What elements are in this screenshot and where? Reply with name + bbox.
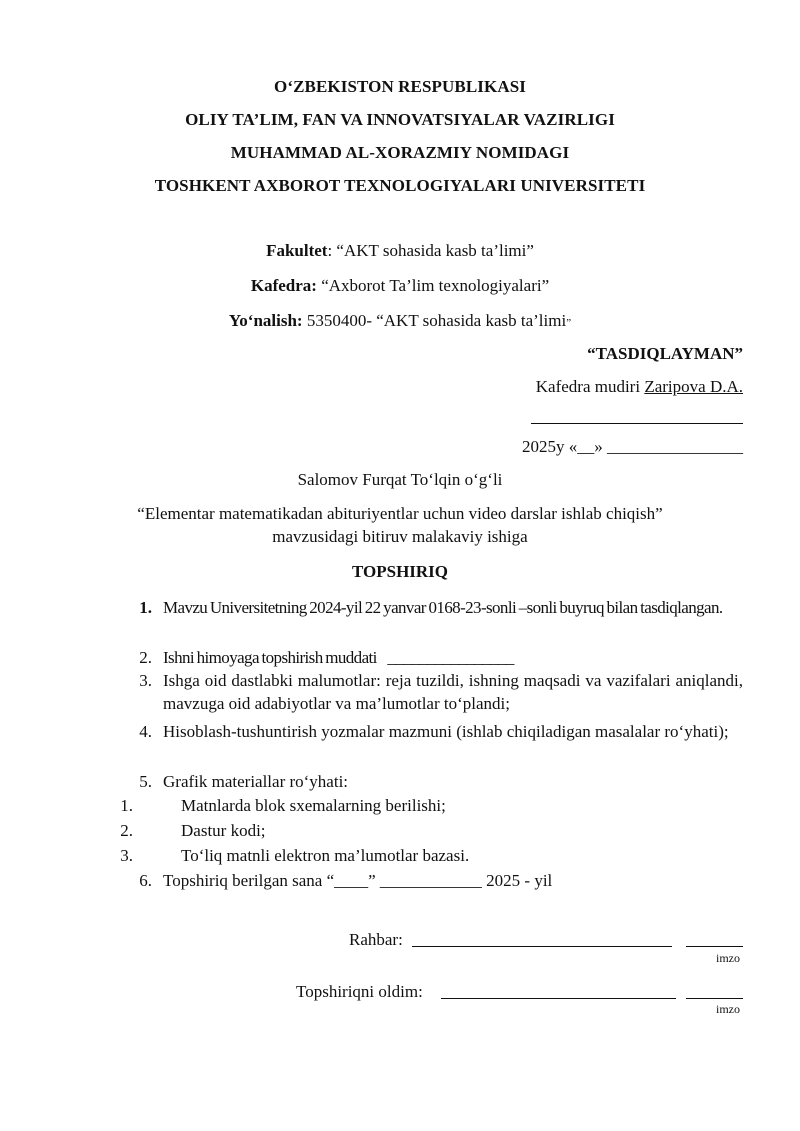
subitem-3-number: 3. — [120, 846, 133, 865]
header-country: O‘ZBEKISTON RESPUBLIKASI — [274, 77, 526, 96]
item-2-blank: ________________ — [387, 648, 514, 667]
received-signature-line[interactable] — [686, 998, 743, 999]
item-5-number: 5. — [139, 772, 152, 791]
item-2-text: Ishni himoyaga topshirish muddati — [163, 648, 377, 667]
item-6-text: Topshiriq berilgan sana “____” ____________ 2025 - yil — [163, 871, 553, 890]
received-name-line[interactable] — [441, 998, 676, 999]
supervisor-label: Rahbar: — [349, 930, 403, 949]
approval-date: 2025y «__» ________________ — [522, 437, 743, 456]
subitem-2-text: Dastur kodi; — [181, 821, 266, 840]
subitem-2-number: 2. — [120, 821, 133, 840]
faculty-line — [0, 241, 800, 261]
item-1-number: 1. — [139, 598, 152, 617]
item-2-number: 2. — [139, 648, 152, 667]
item-1-text: Mavzu Universitetning 2024-yil 22 yanvar 0168-23-sonli –sonli buyruq bilan tasdiqlangan. — [163, 598, 723, 617]
header-named-after: MUHAMMAD AL-XORAZMIY NOMIDAGI — [230, 143, 570, 162]
subitem-1-number: 1. — [120, 796, 133, 815]
topic-line-2: mavzusidagi bitiruv malakaviy ishiga — [272, 527, 528, 546]
direction-value: 5350400- “AKT sohasida kasb ta’limi — [302, 311, 567, 330]
direction-close-quote: ” — [566, 317, 572, 329]
item-4-text: Hisoblash-tushuntirish yozmalar mazmuni (ishlab chiqiladigan masalalar ro‘yhati); — [163, 722, 729, 741]
topic-line-1: “Elementar matematikadan abituriyentlar uchun video darslar ishlab chiqish” — [137, 504, 663, 523]
received-signature-caption: imzo — [716, 1002, 740, 1016]
subitem-1-text: Matnlarda blok sxemalarning berilishi; — [181, 796, 446, 815]
received-label: Topshiriqni oldim: — [296, 982, 423, 1001]
student-name: Salomov Furqat To‘lqin o‘g‘li — [297, 470, 503, 489]
item-3-text: Ishga oid dastlabki malumotlar: reja tuzildi, ishning maqsadi va vazifalari aniqlandi, mavzuga oid adabiyotlar va ma’lumotlar to‘plandi; — [163, 671, 743, 713]
direction-line — [0, 311, 800, 331]
subitem-3-text: To‘liq matnli elektron ma’lumotlar bazasi. — [181, 846, 470, 865]
item-2-line — [163, 646, 743, 669]
approval-head-name: Zaripova D.A. — [644, 377, 743, 396]
supervisor-signature-line[interactable] — [686, 946, 743, 947]
supervisor-name-line[interactable] — [412, 946, 672, 947]
approval-title: “TASDIQLAYMAN” — [587, 344, 743, 363]
department-label: Kafedra: — [250, 276, 317, 295]
approval-head-prefix: Kafedra mudiri — [535, 377, 645, 396]
approval-head-line — [536, 377, 743, 397]
approval-signature-line — [531, 423, 743, 424]
direction-label: Yo‘nalish: — [228, 311, 303, 330]
item-3-number: 3. — [139, 671, 152, 690]
item-4-number: 4. — [139, 722, 152, 741]
faculty-value: : “AKT sohasida kasb ta’limi” — [327, 241, 534, 260]
item-5-text: Grafik materiallar ro‘yhati: — [163, 772, 349, 791]
supervisor-signature-caption: imzo — [716, 951, 740, 965]
item-6-number: 6. — [139, 871, 152, 890]
faculty-label: Fakultet — [266, 241, 328, 260]
document-title: TOPSHIRIQ — [351, 562, 449, 581]
header-university: TOSHKENT AXBOROT TEXNOLOGIYALARI UNIVERSITETI — [154, 176, 646, 195]
department-value: “Axborot Ta’lim texnologiyalari” — [316, 276, 550, 295]
header-ministry: OLIY TA’LIM, FAN VA INNOVATSIYALAR VAZIRLIGI — [185, 110, 615, 129]
department-line — [0, 276, 800, 296]
